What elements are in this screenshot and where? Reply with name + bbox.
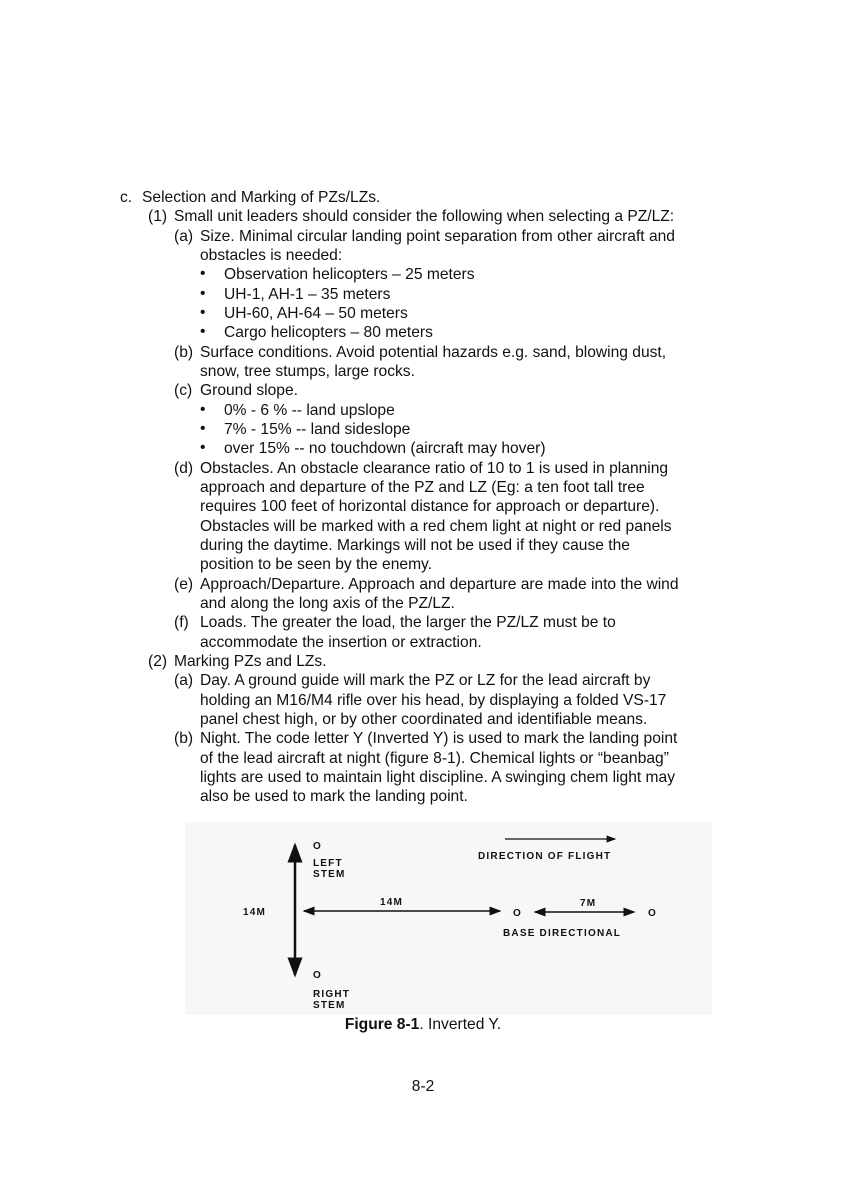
item-text: Ground slope. xyxy=(200,382,298,399)
directional-light: O xyxy=(648,908,657,919)
paragraph-2 xyxy=(148,652,327,671)
paragraph-marker: (1) xyxy=(148,208,168,225)
item-text: also be used to mark the landing point. xyxy=(200,788,468,805)
item-approach xyxy=(174,575,679,594)
item-text: position to be seen by the enemy. xyxy=(200,556,433,573)
direction-of-flight-label: DIRECTION OF FLIGHT xyxy=(478,851,612,862)
bullet-icon: • xyxy=(200,265,206,282)
item-text: panel chest high, or by other coordinated and identifiable means. xyxy=(200,711,648,728)
bullet-item xyxy=(200,285,390,304)
right-stem-light: O xyxy=(313,970,322,981)
figure-caption-text: . Inverted Y. xyxy=(419,1016,502,1033)
item-marker: (e) xyxy=(174,576,194,593)
figure-number: Figure 8-1 xyxy=(344,1016,420,1033)
bullet-text: Cargo helicopters – 80 meters xyxy=(224,324,433,341)
page-number: 8-2 xyxy=(411,1078,435,1095)
bullet-item xyxy=(200,439,546,458)
right-stem-label: RIGHT xyxy=(313,989,351,1000)
directional-distance-label: 7M xyxy=(580,898,597,909)
left-stem-label: LEFT xyxy=(313,858,343,869)
bullet-text: UH-1, AH-1 – 35 meters xyxy=(224,286,391,303)
left-stem-label: STEM xyxy=(313,869,346,880)
bullet-text: UH-60, AH-64 – 50 meters xyxy=(224,305,408,322)
bullet-text: 7% - 15% -- land sideslope xyxy=(224,421,411,438)
section-heading xyxy=(120,188,380,207)
item-marker: (f) xyxy=(174,614,189,631)
item-text: Surface conditions. Avoid potential hazards e.g. sand, blowing dust, xyxy=(200,344,667,361)
right-stem-label: STEM xyxy=(313,1000,346,1011)
section-title: Selection and Marking of PZs/LZs. xyxy=(142,189,381,206)
bullet-text: Observation helicopters – 25 meters xyxy=(224,266,475,283)
paragraph-1 xyxy=(148,207,674,226)
bullet-item xyxy=(200,265,475,284)
item-text: Obstacles. An obstacle clearance ratio of 10 to 1 is used in planning xyxy=(200,460,669,477)
item-text: obstacles is needed: xyxy=(200,247,343,264)
item-text: Size. Minimal circular landing point separation from other aircraft and xyxy=(200,228,675,245)
item-text: Obstacles will be marked with a red chem light at night or red panels xyxy=(200,518,672,535)
item-text: Day. A ground guide will mark the PZ or LZ for the lead aircraft by xyxy=(200,672,651,689)
item-text: Approach/Departure. Approach and departure are made into the wind xyxy=(200,576,679,593)
item-text: requires 100 feet of horizontal distance for approach or departure). xyxy=(200,498,660,515)
base-directional-label: BASE DIRECTIONAL xyxy=(503,928,622,939)
left-stem-light: O xyxy=(313,841,322,852)
item-night xyxy=(174,729,677,748)
bullet-icon: • xyxy=(200,420,206,437)
bullet-item xyxy=(200,401,395,420)
item-marker: (d) xyxy=(174,460,194,477)
item-text: and along the long axis of the PZ/LZ. xyxy=(200,595,455,612)
figure-inverted-y xyxy=(185,822,712,1015)
item-marker: (b) xyxy=(174,344,194,361)
bullet-text: 0% - 6 % -- land upslope xyxy=(224,402,395,419)
paragraph-marker: (2) xyxy=(148,653,168,670)
item-slope xyxy=(174,381,298,400)
item-text: holding an M16/M4 rifle over his head, by displaying a folded VS-17 xyxy=(200,692,667,709)
bullet-icon: • xyxy=(200,285,206,302)
item-obstacles xyxy=(174,459,668,478)
section-marker: c. xyxy=(120,189,133,206)
item-text: Night. The code letter Y (Inverted Y) is used to mark the landing point xyxy=(200,730,678,747)
item-surface xyxy=(174,343,666,362)
item-marker: (a) xyxy=(174,672,194,689)
bullet-icon: • xyxy=(200,439,206,456)
base-light: O xyxy=(513,908,522,919)
bullet-icon: • xyxy=(200,401,206,418)
item-marker: (c) xyxy=(174,382,193,399)
bullet-text: over 15% -- no touchdown (aircraft may hover) xyxy=(224,440,546,457)
bullet-icon: • xyxy=(200,323,206,340)
paragraph-text: Marking PZs and LZs. xyxy=(174,653,327,670)
item-text: lights are used to maintain light discipline. A swinging chem light may xyxy=(200,769,675,786)
item-text: approach and departure of the PZ and LZ (Eg: a ten foot tall tree xyxy=(200,479,645,496)
item-text: Loads. The greater the load, the larger the PZ/LZ must be to xyxy=(200,614,616,631)
bullet-item xyxy=(200,420,410,439)
stem-distance-label: 14M xyxy=(243,907,267,918)
item-marker: (b) xyxy=(174,730,194,747)
bullet-item xyxy=(200,323,433,342)
item-text: accommodate the insertion or extraction. xyxy=(200,634,482,651)
bullet-icon: • xyxy=(200,304,206,321)
item-loads xyxy=(174,613,616,632)
item-day xyxy=(174,671,650,690)
base-distance-label: 14M xyxy=(380,897,404,908)
bullet-item xyxy=(200,304,408,323)
item-text: of the lead aircraft at night (figure 8-1). Chemical lights or “beanbag” xyxy=(200,750,669,767)
item-marker: (a) xyxy=(174,228,194,245)
paragraph-text: Small unit leaders should consider the following when selecting a PZ/LZ: xyxy=(174,208,675,225)
item-text: during the daytime. Markings will not be used if they cause the xyxy=(200,537,630,554)
figure-caption xyxy=(0,1016,846,1034)
item-text: snow, tree stumps, large rocks. xyxy=(200,363,415,380)
item-size xyxy=(174,227,675,246)
